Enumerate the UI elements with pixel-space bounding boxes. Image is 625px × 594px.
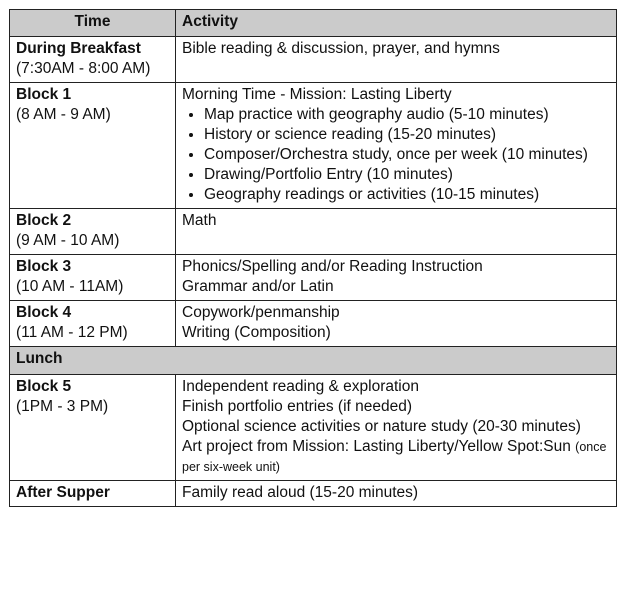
block-name: Block 2 — [16, 212, 72, 229]
time-cell — [10, 255, 176, 301]
activity-line: Writing (Composition) — [182, 324, 331, 341]
block-name: Block 3 — [16, 258, 72, 275]
lunch-row — [10, 347, 617, 375]
activity-cell — [176, 375, 617, 481]
time-column-header: Time — [10, 10, 176, 37]
table-row — [10, 83, 617, 209]
table-row — [10, 375, 617, 481]
activity-column-header: Activity — [176, 10, 617, 37]
table-row — [10, 481, 617, 507]
time-cell — [10, 481, 176, 507]
bullet-item: • History or science reading (15-20 minutes) — [204, 125, 610, 145]
activity-cell — [176, 255, 617, 301]
activity-line: Optional science activities or nature study (20-30 minutes) — [182, 418, 581, 435]
activity-bullet-list — [182, 105, 610, 205]
table-row — [10, 255, 617, 301]
activity-line: Family read aloud (15-20 minutes) — [182, 484, 419, 501]
lunch-cell: Lunch — [10, 347, 617, 375]
block-time: (9 AM - 10 AM) — [16, 232, 120, 249]
table-row — [10, 301, 617, 347]
activity-line: Math — [182, 212, 217, 229]
block-name: Block 4 — [16, 304, 72, 321]
block-name: During Breakfast — [16, 40, 141, 57]
activity-line: Independent reading & exploration — [182, 378, 419, 395]
activity-line: Copywork/penmanship — [182, 304, 340, 321]
bullet-item: • Geography readings or activities (10-15 minutes) — [204, 185, 610, 205]
activity-cell — [176, 481, 617, 507]
activity-line: Phonics/Spelling and/or Reading Instruction — [182, 258, 483, 275]
block-time: (11 AM - 12 PM) — [16, 324, 128, 341]
bullet-item: • Drawing/Portfolio Entry (10 minutes) — [204, 165, 610, 185]
block-time: (1PM - 3 PM) — [16, 398, 109, 415]
activity-cell — [176, 83, 617, 209]
block-time: (10 AM - 11AM) — [16, 278, 124, 295]
activity-note: (once per six-week unit) — [182, 440, 607, 474]
block-time: (8 AM - 9 AM) — [16, 106, 111, 123]
block-name: After Supper — [16, 484, 110, 501]
activity-line: Morning Time - Mission: Lasting Liberty — [182, 86, 452, 103]
time-cell — [10, 209, 176, 255]
activity-line: Finish portfolio entries (if needed) — [182, 398, 413, 415]
bullet-item: • Composer/Orchestra study, once per week (10 minutes) — [204, 145, 610, 165]
schedule-table — [9, 9, 617, 507]
activity-cell — [176, 37, 617, 83]
bullet-item: • Map practice with geography audio (5-10 minutes) — [204, 105, 610, 125]
activity-line: Grammar and/or Latin — [182, 278, 334, 295]
block-name: Block 1 — [16, 86, 72, 103]
table-row — [10, 37, 617, 83]
activity-line: Art project from Mission: Lasting Liberty/Yellow Spot:Sun — [182, 438, 571, 455]
activity-cell — [176, 301, 617, 347]
activity-line: Bible reading & discussion, prayer, and hymns — [182, 40, 500, 57]
time-cell — [10, 301, 176, 347]
block-time: (7:30AM - 8:00 AM) — [16, 60, 151, 77]
table-row — [10, 209, 617, 255]
activity-cell — [176, 209, 617, 255]
header-row — [10, 10, 617, 37]
time-cell — [10, 83, 176, 209]
block-name: Block 5 — [16, 378, 72, 395]
time-cell — [10, 375, 176, 481]
time-cell — [10, 37, 176, 83]
